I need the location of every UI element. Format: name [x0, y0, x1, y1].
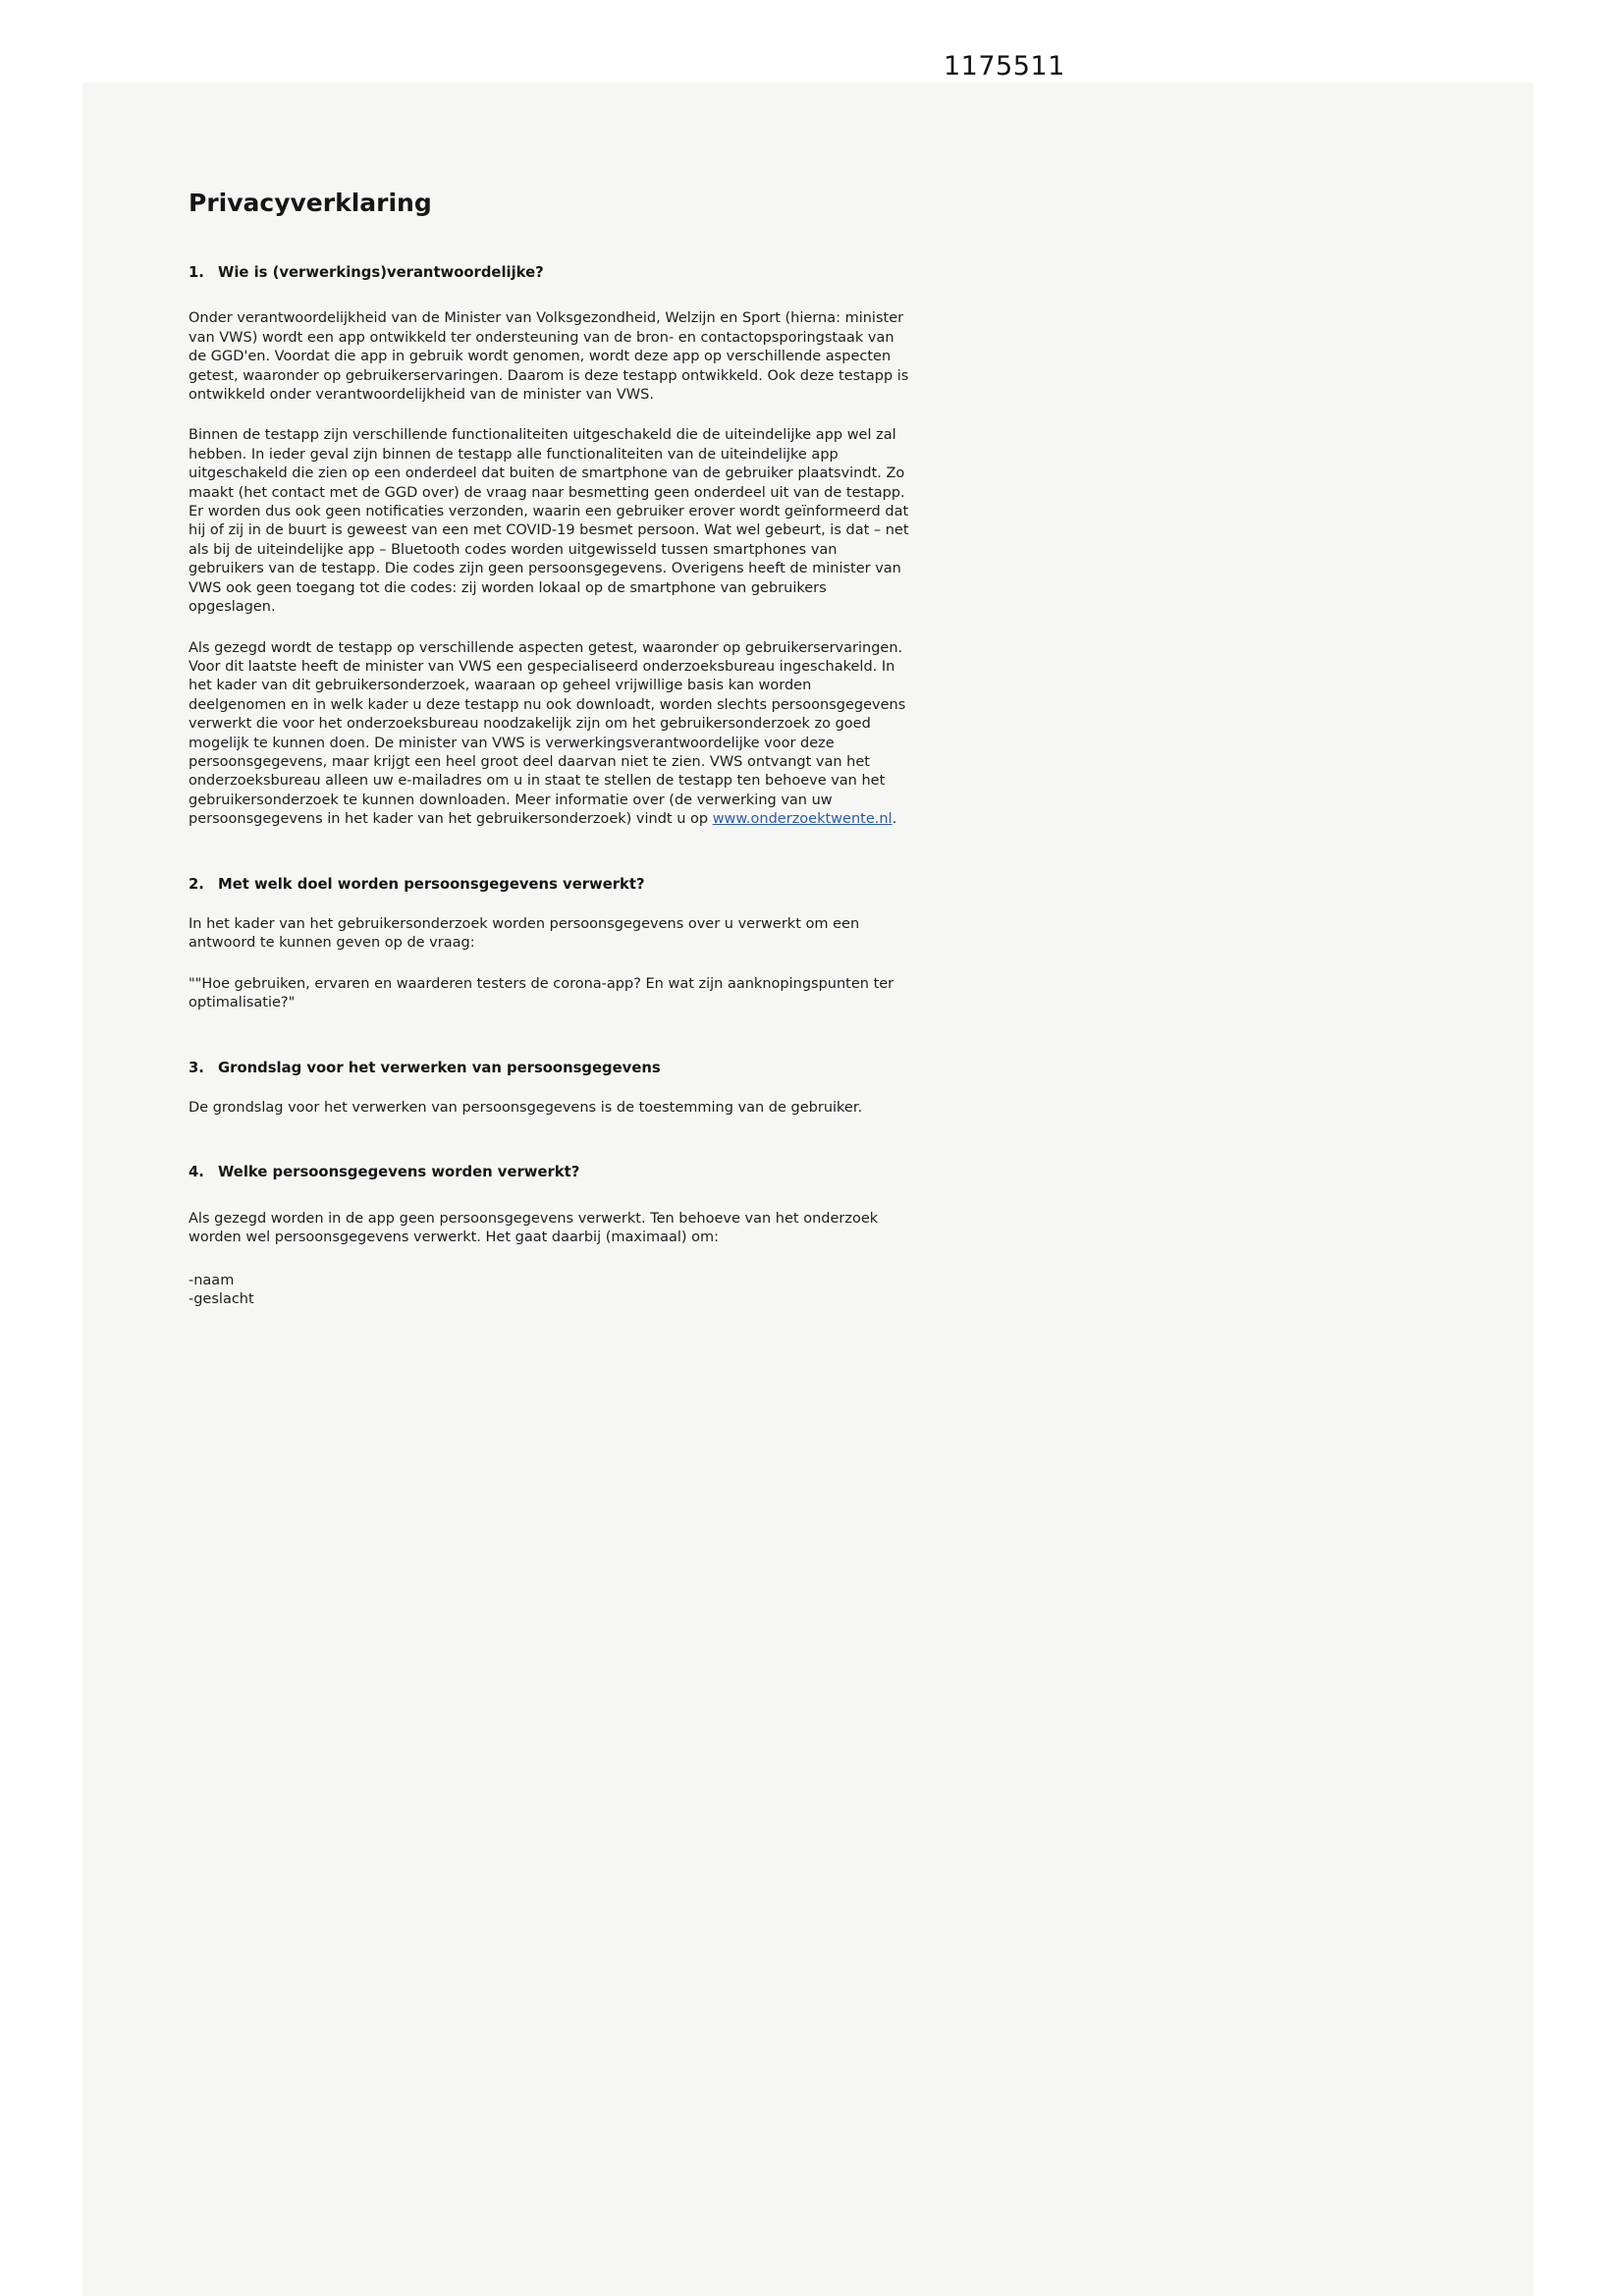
- section-2-heading-text: Met welk doel worden persoonsgegevens verwerkt?: [218, 875, 645, 893]
- document-number: 1175511: [944, 51, 1065, 82]
- section-3: [189, 1059, 912, 1119]
- section-1-heading-text: Wie is (verwerkings)verantwoordelijke?: [218, 264, 544, 281]
- paragraph-text: .: [892, 811, 897, 828]
- list-item: -naam: [189, 1272, 235, 1288]
- section-2-heading: [189, 875, 912, 894]
- paragraph: Onder verantwoordelijkheid van de Minister van Volksgezondheid, Welzijn en Sport (hierna: minister van VWS) wordt een app ontwikkeld ter ondersteuning van de bron- en contactopsporingstaak van de GGD'en. Voordat die app in gebruik wordt genomen, wordt deze app op verschillende aspecten getest, waaronder op gebruikerservaringen. Daarom is deze testapp ontwikkeld. Ook deze testapp is ontwikkeld onder verantwoordelijkheid van de minister van VWS.: [189, 310, 909, 404]
- section-3-heading-text: Grondslag voor het verwerken van persoonsgegevens: [218, 1059, 661, 1076]
- paragraph: [189, 639, 912, 830]
- paragraph: Binnen de testapp zijn verschillende functionaliteiten uitgeschakeld die de uiteindelijke app wel zal hebben. In ieder geval zijn binnen de testapp alle functionaliteiten van de uiteindelijke app uitgeschakeld die zien op een onderdeel dat buiten de smartphone van de gebruiker plaatsvindt. Zo maakt (het contact met de GGD over) de vraag naar besmetting geen onderdeel uit van de testapp. Er worden dus ook geen notificaties verzonden, waarin een gebruiker erover wordt geïnformeerd dat hij of zij in de buurt is geweest van een met COVID-19 besmet persoon. Wat wel gebeurt, is dat – net als bij de uiteindelijke app – Bluetooth codes worden uitgewisseld tussen smartphones van gebruikers van de testapp. Die codes zijn geen persoonsgegevens. Overigens heeft de minister van VWS ook geen toegang tot die codes: zij worden lokaal op de smartphone van gebruikers opgeslagen.: [189, 427, 909, 616]
- section-4: [189, 1163, 912, 1309]
- paragraph-text: Als gezegd wordt de testapp op verschillende aspecten getest, waaronder op gebruikerservaringen. Voor dit laatste heeft de minister van VWS een gespecialiseerd onderzoeksbureau ingeschakeld. In het kader van dit gebruikersonderzoek, waaraan op geheel vrijwillige basis kan worden deelgenomen en in welk kader u deze testapp nu ook downloadt, worden slechts persoonsgegevens verwerkt die voor het onderzoeksbureau noodzakelijk zijn om het gebruikersonderzoek zo goed mogelijk te kunnen doen. De minister van VWS is verwerkingsverantwoordelijke voor deze persoonsgegevens, maar krijgt een heel groot deel daarvan niet te zien. VWS ontvangt van het onderzoeksbureau alleen uw e-mailadres om u in staat te stellen de testapp ten behoeve van het gebruikersonderzoek te kunnen downloaden. Meer informatie over (de verwerking van uw persoonsgegevens in het kader van het gebruikersonderzoek) vindt u op: [189, 639, 906, 828]
- section-3-number: 3.: [189, 1059, 204, 1076]
- section-2: [189, 875, 912, 1013]
- section-1-number: 1.: [189, 264, 204, 281]
- section-4-heading-text: Welke persoonsgegevens worden verwerkt?: [218, 1164, 580, 1181]
- section-4-heading: [189, 1163, 912, 1181]
- section-3-heading: [189, 1059, 912, 1077]
- research-question-quote: ""Hoe gebruiken, ervaren en waarderen testers de corona-app? En wat zijn aanknopingspunten ter optimalisatie?": [189, 975, 894, 1011]
- section-1: [189, 263, 912, 830]
- onderzoektwente-link[interactable]: www.onderzoektwente.nl: [712, 811, 893, 828]
- document-body: [189, 0, 912, 1309]
- paragraph: In het kader van het gebruikersonderzoek worden persoonsgegevens over u verwerkt om een antwoord te kunnen geven op de vraag:: [189, 915, 860, 952]
- section-1-heading: [189, 263, 912, 282]
- section-2-number: 2.: [189, 875, 204, 893]
- paragraph: De grondslag voor het verwerken van persoonsgegevens is de toestemming van de gebruiker.: [189, 1100, 863, 1116]
- section-4-number: 4.: [189, 1164, 204, 1181]
- page-title: Privacyverklaring: [189, 189, 432, 217]
- list-item: -geslacht: [189, 1291, 254, 1308]
- paragraph: Als gezegd worden in de app geen persoonsgegevens verwerkt. Ten behoeve van het onderzoek worden wel persoonsgegevens verwerkt. Het gaat daarbij (maximaal) om:: [189, 1210, 879, 1246]
